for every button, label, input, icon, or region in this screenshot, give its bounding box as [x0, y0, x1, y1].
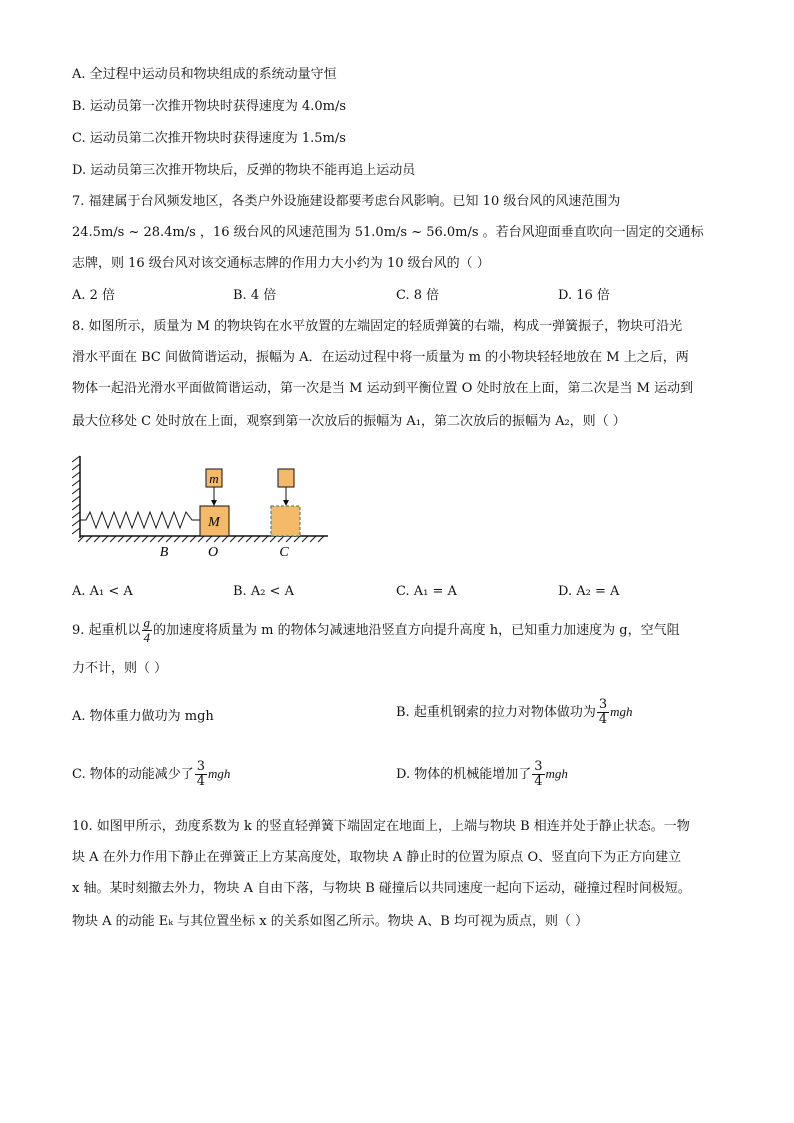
q8-stem-line2: 滑水平面在 BC 间做简谐运动，振幅为 A．在运动过程中将一质量为 m 的小物块轻轻地放在 M 上之后，两 [72, 350, 689, 365]
q7-option-c: C. 8 倍 [396, 288, 440, 303]
q8-option-b: B. A₂ < A [233, 584, 294, 599]
q7-option-b: B. 4 倍 [233, 288, 277, 303]
q9-stem-part1: 9. 起重机以 [72, 623, 141, 638]
ground-hatching [78, 536, 324, 542]
spring [80, 512, 200, 528]
label-O: O [207, 545, 219, 560]
q7-stem-line3: 志牌，则 16 级台风对该交通标志牌的作用力大小约为 10 级台风的（ ） [72, 256, 490, 271]
q6-option-a: A. 全过程中运动员和物块组成的系统动量守恒 [72, 67, 337, 82]
label-C: C [279, 545, 289, 560]
q9-stem-line2: 力不计，则（ ） [72, 661, 168, 676]
arrowhead-m [211, 500, 217, 506]
label-B: B [159, 545, 169, 560]
q6-option-b: B. 运动员第一次推开物块时获得速度为 4.0m/s [72, 99, 347, 114]
q8-stem-line4: 最大位移处 C 处时放在上面，观察到第一次放后的振幅为 A₁，第二次放后的振幅为 A₂，则（ ） [72, 414, 626, 429]
q7-stem-line2: 24.5m/s ~ 28.4m/s ，16 级台风的风速范围为 51.0m/s ~ 56.0m/s 。若台风迎面垂直吹向一固定的交通标 [72, 225, 704, 240]
q8-stem-line3: 物体一起沿光滑水平面做简谐运动，第一次是当 M 运动到平衡位置 O 处时放在上面，第二次是当 M 运动到 [72, 381, 694, 396]
q9-stem-part2: 的加速度将质量为 m 的物体匀减速地沿竖直方向提升高度 h，已知重力加速度为 g，空气阻 [153, 623, 680, 638]
q8-stem-line1: 8. 如图所示，质量为 M 的物块钩在水平放置的左端固定的轻质弹簧的右端，构成一弹簧振子，物块可沿光 [72, 319, 683, 334]
block-M-label: M [208, 515, 220, 530]
q9-option-d: D. 物体的机械能增加了 $\frac{3}{4}$ mgh [396, 759, 568, 789]
q8-option-d: D. A₂ = A [558, 584, 620, 599]
arrowhead-C [283, 500, 289, 506]
wall-hatching [72, 456, 80, 534]
q10-stem-line3: x 轴。某时刻撤去外力，物块 A 自由下落，与物块 B 碰撞后以共同速度一起向下运动，碰撞过程时间极短。 [72, 881, 691, 896]
q8-option-c: C. A₁ = A [396, 584, 457, 599]
q9-option-a: A. 物体重力做功为 mgh [72, 709, 214, 724]
q9-fraction-g-over-4: $\frac{g}{4}$ [143, 615, 151, 645]
q10-stem-line2: 块 A 在外力作用下静止在弹簧正上方某高度处，取物块 A 静止时的位置为原点 O、竖直向下为正方向建立 [72, 850, 682, 865]
q10-stem-line1: 10. 如图甲所示，劲度系数为 k 的竖直轻弹簧下端固定在地面上，上端与物块 B 相连并处于静止状态。一物 [72, 819, 690, 834]
q9-option-b: B. 起重机钢索的拉力对物体做功为 $\frac{3}{4}$ mgh [396, 697, 633, 727]
q7-option-a: A. 2 倍 [72, 288, 116, 303]
q10-stem-line4: 物块 A 的动能 Eₖ 与其位置坐标 x 的关系如图乙所示。物块 A、B 均可视为质点，则（ ） [72, 914, 589, 929]
block-at-C [271, 506, 300, 536]
q7-stem-line1: 7. 福建属于台风频发地区，各类户外设施建设都要考虑台风影响。已知 10 级台风的风速范围为 [72, 194, 621, 209]
q6-option-c: C. 运动员第二次推开物块时获得速度为 1.5m/s [72, 131, 346, 146]
three-quarters-fraction: $\frac{3}{4}$ [598, 697, 608, 727]
spring-oscillator-figure [72, 452, 330, 562]
q6-option-d: D. 运动员第三次推开物块后，反弹的物块不能再追上运动员 [72, 163, 416, 178]
three-quarters-fraction: $\frac{3}{4}$ [196, 759, 206, 789]
q8-option-a: A. A₁ < A [72, 584, 133, 599]
q9-stem-line1 [72, 616, 680, 645]
three-quarters-fraction: $\frac{3}{4}$ [534, 759, 543, 789]
block-m-at-C [278, 469, 294, 487]
q9-option-c: C. 物体的动能减少了 $\frac{3}{4}$ mgh [72, 759, 231, 789]
block-m-label: m [209, 471, 219, 486]
q7-option-d: D. 16 倍 [558, 288, 610, 303]
